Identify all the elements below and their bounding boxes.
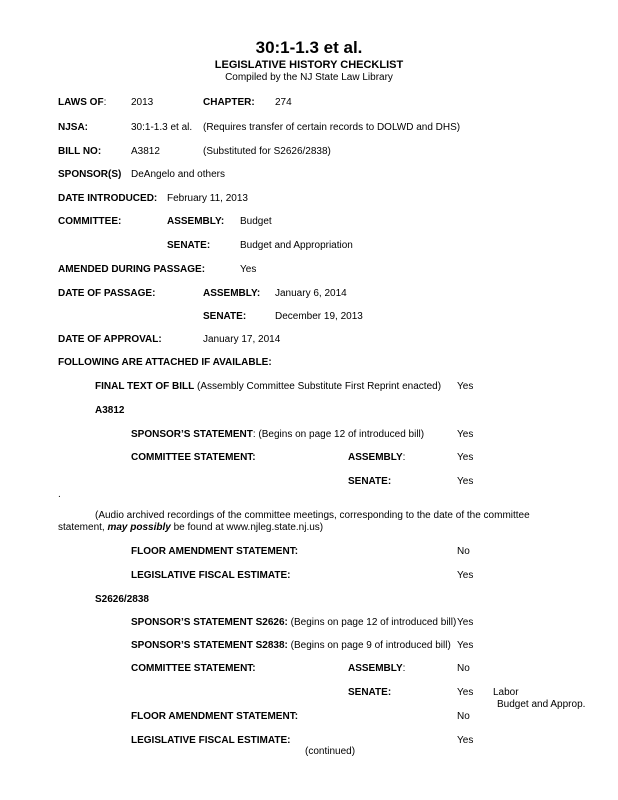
a3812-heading: A3812 [95,405,125,416]
committee-senate-label: SENATE: [167,240,211,251]
s2626-committee-assembly-value: No [457,663,470,674]
sponsors-value: DeAngelo and others [131,169,225,180]
committee-label: COMMITTEE: [58,216,122,227]
compiled-by: Compiled by the NJ State Law Library [225,72,393,83]
a3812-fiscal-estimate-label: LEGISLATIVE FISCAL ESTIMATE: [131,570,291,581]
a3812-committee-assembly-label: ASSEMBLY: [348,452,406,463]
a3812-sponsor-statement: SPONSOR’S STATEMENT: (Begins on page 12 of introduced bill) [131,429,425,440]
bill-no-value: A3812 [131,146,160,157]
chapter-value: 274 [275,97,292,108]
s2626-sponsor-statement-1: SPONSOR’S STATEMENT S2626: (Begins on page 12 of introduced bill) [131,617,457,628]
passage-senate-label: SENATE: [203,311,247,322]
njsa-label: NJSA: [58,122,89,133]
a3812-floor-amendment-value: No [457,546,470,557]
s2626-sponsor-statement-2-value: Yes [457,640,474,651]
s2626-senate-committee-1: Labor [493,687,519,698]
date-of-passage-label: DATE OF PASSAGE: [58,288,156,299]
a3812-floor-amendment-label: FLOOR AMENDMENT STATEMENT: [131,546,299,557]
s2626-floor-amendment-value: No [457,711,470,722]
s2626-committee-senate-label: SENATE: [348,687,392,698]
chapter-label: CHAPTER: [203,97,255,108]
page-subtitle: LEGISLATIVE HISTORY CHECKLIST [214,59,404,71]
date-of-approval-label: DATE OF APPROVAL: [58,334,162,345]
date-introduced-label: DATE INTRODUCED: [58,193,158,204]
date-introduced-value: February 11, 2013 [167,193,248,204]
laws-of-label: LAWS OF: [58,97,107,108]
continued-note: (continued) [305,746,356,757]
s2626-committee-senate-value: Yes [457,687,474,698]
date-of-approval-value: January 17, 2014 [203,334,281,345]
amended-value: Yes [240,264,257,275]
attached-heading: FOLLOWING ARE ATTACHED IF AVAILABLE: [58,357,272,368]
sponsors-label: SPONSOR(S) [58,169,122,180]
bill-no-label: BILL NO: [58,146,102,157]
s2626-sponsor-statement-1-value: Yes [457,617,474,628]
committee-senate-value: Budget and Appropriation [240,240,353,251]
stray-period: . [58,489,61,500]
s2626-committee-statement-label: COMMITTEE STATEMENT: [131,663,256,674]
s2626-floor-amendment-label: FLOOR AMENDMENT STATEMENT: [131,711,299,722]
s2626-fiscal-estimate-value: Yes [457,735,474,746]
final-text-label: FINAL TEXT OF BILL (Assembly Committee Substitute First Reprint enacted) [95,381,442,392]
njsa-value: 30:1-1.3 et al. [131,122,193,133]
passage-senate-value: December 19, 2013 [275,311,363,322]
final-text-value: Yes [457,381,474,392]
s2626-senate-committee-2: Budget and Approp. [497,699,586,710]
a3812-committee-assembly-value: Yes [457,452,474,463]
a3812-committee-senate-value: Yes [457,476,474,487]
audio-note: (Audio archived recordings of the committee meetings, corresponding to the date of the committee statement, may possibly be found at www.njleg.state.nj.us) [58,510,530,533]
amended-label: AMENDED DURING PASSAGE: [58,264,206,275]
passage-assembly-label: ASSEMBLY: [203,288,261,299]
a3812-sponsor-statement-value: Yes [457,429,474,440]
laws-of-value: 2013 [131,97,154,108]
a3812-committee-senate-label: SENATE: [348,476,392,487]
s2626-sponsor-statement-2: SPONSOR’S STATEMENT S2838: (Begins on page 9 of introduced bill) [131,640,451,651]
bill-no-note: (Substituted for S2626/2838) [203,146,331,157]
committee-assembly-label: ASSEMBLY: [167,216,225,227]
a3812-committee-statement-label: COMMITTEE STATEMENT: [131,452,256,463]
committee-assembly-value: Budget [240,216,272,227]
njsa-note: (Requires transfer of certain records to DOLWD and DHS) [203,122,461,133]
a3812-fiscal-estimate-value: Yes [457,570,474,581]
s2626-committee-assembly-label: ASSEMBLY: [348,663,406,674]
passage-assembly-value: January 6, 2014 [275,288,347,299]
s2626-fiscal-estimate-label: LEGISLATIVE FISCAL ESTIMATE: [131,735,291,746]
page-title: 30:1-1.3 et al. [255,38,363,57]
s2626-heading: S2626/2838 [95,594,149,605]
